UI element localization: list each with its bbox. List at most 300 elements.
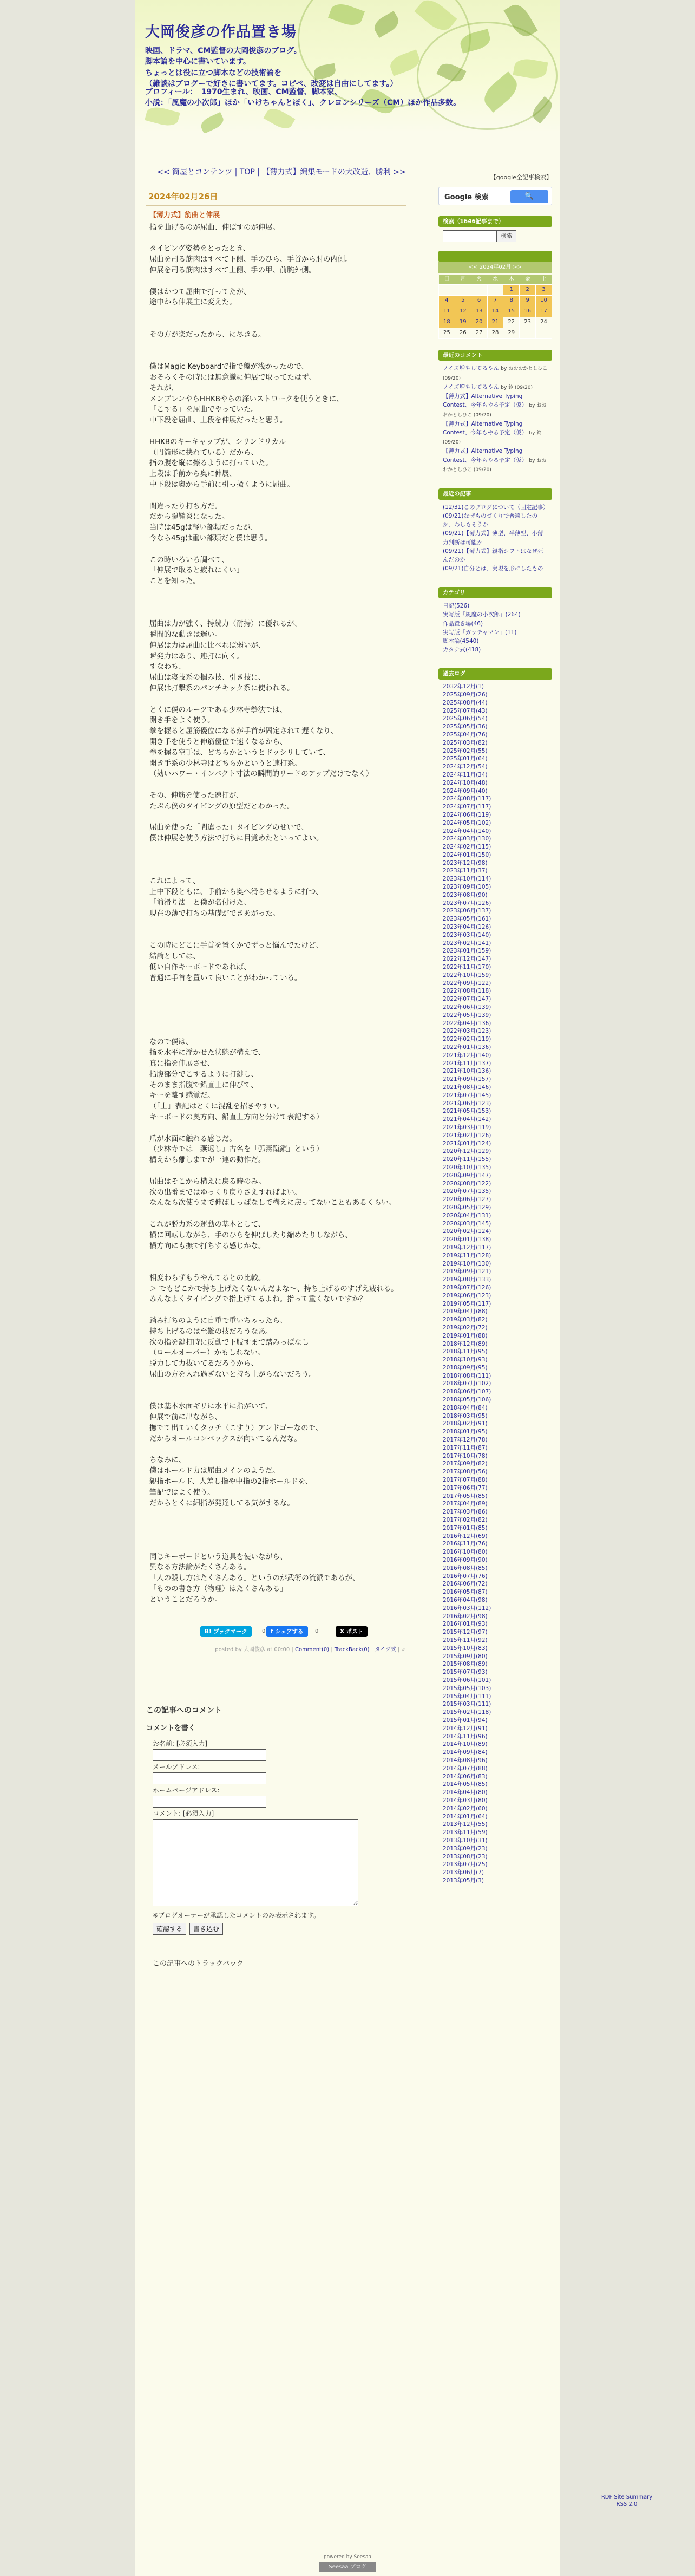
calendar-day-link[interactable]: 17 xyxy=(540,308,547,315)
archive-link[interactable]: 2018年06月(107) xyxy=(443,1388,491,1395)
archive-link[interactable]: 2018年02月(91) xyxy=(443,1420,488,1427)
archive-link[interactable]: 2014年08月(96) xyxy=(443,1757,488,1764)
body-line xyxy=(149,1209,406,1219)
calendar-day-link[interactable]: 2 xyxy=(526,286,529,293)
body-line: 普通に手首を置いて良いことがわかっている。 xyxy=(149,974,302,982)
archive-link[interactable]: 2019年08月(133) xyxy=(443,1276,491,1283)
calendar-day xyxy=(487,284,503,295)
archive-link[interactable]: 2021年10月(136) xyxy=(443,1068,491,1075)
calendar-day[interactable] xyxy=(536,306,552,317)
submit-button[interactable]: 書き込む xyxy=(189,1923,223,1935)
comments-heading: この記事へのコメント xyxy=(146,1706,222,1715)
archive-link[interactable]: 2020年11月(155) xyxy=(443,1156,491,1163)
archive-link[interactable]: 2018年01月(95) xyxy=(443,1429,488,1436)
calendar-day[interactable] xyxy=(520,284,536,295)
archive-link[interactable]: 2017年10月(78) xyxy=(443,1452,488,1459)
archive-link[interactable]: 2014年09月(84) xyxy=(443,1749,488,1756)
body-line: 爪が水面に触れる感じだ。 xyxy=(149,1134,237,1143)
share-icon[interactable]: ⇗ xyxy=(401,1646,406,1653)
body-line xyxy=(149,1166,406,1177)
archive-link[interactable]: 2032年12月(1) xyxy=(443,683,484,690)
calendar-day-header: 木 xyxy=(503,275,520,284)
archive-link[interactable]: 2024年09月(40) xyxy=(443,787,488,794)
archive-link[interactable]: 2020年09月(147) xyxy=(443,1172,491,1179)
calendar-day-link[interactable]: 3 xyxy=(542,286,546,293)
archive-link[interactable]: 2016年02月(98) xyxy=(443,1613,488,1620)
rss2-link[interactable]: RSS 2.0 xyxy=(616,2501,638,2507)
comment-textarea[interactable] xyxy=(153,1819,358,1906)
archive-link[interactable]: 2024年06月(119) xyxy=(443,811,491,818)
archive-link[interactable]: 2023年08月(90) xyxy=(443,891,488,898)
body-line xyxy=(149,855,406,866)
prev-entry-link[interactable]: << 筒屋とコンテンツ xyxy=(157,168,233,177)
archive-link[interactable]: 2014年03月(80) xyxy=(443,1797,488,1804)
calendar-day[interactable] xyxy=(503,284,520,295)
recent-comment-meta: by おおおかとしひこ (09/20) xyxy=(443,403,547,418)
archive-link[interactable]: 2021年12月(140) xyxy=(443,1052,491,1059)
body-line: 「こする」を屈曲でやっていた。 xyxy=(149,406,258,414)
archive-link[interactable]: 2021年04月(142) xyxy=(443,1116,491,1123)
archive-link[interactable]: 2014年11月(96) xyxy=(443,1733,488,1740)
calendar-day-link[interactable]: 10 xyxy=(540,297,547,304)
archive-link[interactable]: 2016年06月(72) xyxy=(443,1581,488,1588)
profile-line: プロフィール： 1970生まれ、映画、CM監督、脚本家、 xyxy=(145,88,342,96)
archive-link[interactable]: 2015年02月(118) xyxy=(443,1709,491,1716)
recent-comment-item xyxy=(443,364,548,382)
archive-link[interactable]: 2024年03月(130) xyxy=(443,836,491,843)
archive-link[interactable]: 2013年09月(23) xyxy=(443,1845,488,1852)
site-title-link[interactable]: 大岡俊彦の作品置き場 xyxy=(145,24,297,41)
archive-link[interactable]: 2016年08月(85) xyxy=(443,1564,488,1571)
calendar-day[interactable] xyxy=(439,306,455,317)
archive-link[interactable]: 2016年07月(76) xyxy=(443,1573,488,1580)
archive-link[interactable]: 2018年10月(93) xyxy=(443,1357,488,1364)
archive-link[interactable]: 2019年04月(88) xyxy=(443,1308,488,1315)
archive-link[interactable]: 2022年06月(139) xyxy=(443,1004,491,1011)
archive-link[interactable]: 2013年06月(7) xyxy=(443,1869,484,1876)
calendar-day-link[interactable]: 12 xyxy=(459,308,467,315)
archive-link[interactable]: 2024年02月(115) xyxy=(443,844,491,851)
footer-separator: | xyxy=(398,1646,400,1653)
calendar-day[interactable] xyxy=(471,306,487,317)
category-link[interactable]: タイグ式 xyxy=(375,1646,396,1653)
recent-comment-link[interactable]: 【薄力式】Alternative Typing Contest、今年もやる予定（仮） xyxy=(443,448,528,464)
facebook-share-button[interactable]: f シェアする xyxy=(266,1626,308,1637)
archive-link[interactable]: 2024年11月(34) xyxy=(443,771,488,778)
archive-link[interactable]: 2018年05月(106) xyxy=(443,1397,491,1404)
calendar-day[interactable] xyxy=(487,295,503,306)
archive-link[interactable]: 2025年08月(44) xyxy=(443,699,488,706)
archive-link[interactable]: 2022年02月(119) xyxy=(443,1036,491,1043)
archive-link[interactable]: 2016年05月(87) xyxy=(443,1589,488,1596)
trackback-link[interactable]: TrackBack(0) xyxy=(334,1646,370,1653)
archive-link[interactable]: 2016年01月(93) xyxy=(443,1621,488,1628)
archive-link[interactable]: 2021年11月(137) xyxy=(443,1060,491,1067)
calendar-day[interactable] xyxy=(471,295,487,306)
calendar-day[interactable] xyxy=(487,317,503,328)
recent-post-link[interactable]: (12/31)このブログについて（固定記事） xyxy=(443,504,549,511)
category-link[interactable]: 作品置き場(46) xyxy=(443,620,483,627)
confirm-button[interactable]: 確認する xyxy=(153,1923,186,1935)
archive-link[interactable]: 2014年10月(89) xyxy=(443,1741,488,1748)
recent-post-link[interactable]: (09/21)自分とは、実現を形にしたもの xyxy=(443,565,543,572)
archive-link[interactable]: 2019年02月(72) xyxy=(443,1324,488,1331)
archive-link[interactable]: 2015年04月(111) xyxy=(443,1693,491,1700)
archive-link[interactable]: 2022年03月(123) xyxy=(443,1028,491,1035)
recent-post-link[interactable]: (09/21)【薄力式】薄型、半薄型、小薄力判断は可能か xyxy=(443,530,543,546)
body-line xyxy=(149,1541,406,1552)
archive-link[interactable]: 2016年04月(98) xyxy=(443,1597,488,1603)
archive-link[interactable]: 2020年01月(138) xyxy=(443,1236,491,1243)
archive-link[interactable]: 2017年11月(87) xyxy=(443,1444,488,1451)
body-line: 指の腹を縦に擦るように打っていた。 xyxy=(149,459,273,468)
calendar-day-link[interactable]: 20 xyxy=(475,319,483,325)
calendar-day[interactable] xyxy=(439,295,455,306)
archive-link[interactable]: 2020年07月(135) xyxy=(443,1188,491,1195)
archive-link[interactable]: 2021年06月(123) xyxy=(443,1100,491,1107)
archive-link[interactable]: 2023年03月(140) xyxy=(443,931,491,938)
archive-link[interactable]: 2019年05月(117) xyxy=(443,1300,491,1307)
top-link[interactable]: TOP xyxy=(239,168,255,177)
calendar-day[interactable] xyxy=(536,295,552,306)
archive-link[interactable]: 2015年12月(97) xyxy=(443,1629,488,1636)
archive-link[interactable]: 2023年12月(98) xyxy=(443,859,488,866)
archive-link[interactable]: 2023年06月(137) xyxy=(443,908,491,915)
body-line: 間違ったり打ち方だ。 xyxy=(149,502,222,511)
body-line xyxy=(149,351,406,362)
archive-link[interactable]: 2017年03月(86) xyxy=(443,1509,488,1516)
calendar-day[interactable] xyxy=(455,306,471,317)
search-input[interactable] xyxy=(443,230,497,242)
archive-link[interactable]: 2019年01月(88) xyxy=(443,1332,488,1339)
site-search-title: 検索（1646記事まで） xyxy=(438,216,552,227)
archive-link[interactable]: 2017年07月(88) xyxy=(443,1477,488,1484)
archive-link[interactable]: 2013年10月(31) xyxy=(443,1837,488,1844)
recent-posts-list xyxy=(438,500,552,577)
x-post-button[interactable]: X ポスト xyxy=(336,1626,368,1637)
calendar-day[interactable] xyxy=(536,284,552,295)
archive-link[interactable]: 2019年07月(126) xyxy=(443,1284,491,1291)
archive-link[interactable]: 2025年03月(82) xyxy=(443,739,488,746)
search-button[interactable]: 検索 xyxy=(497,230,516,242)
archive-link[interactable]: 2024年10月(48) xyxy=(443,779,488,786)
calendar-day[interactable] xyxy=(520,295,536,306)
calendar-day[interactable] xyxy=(503,306,520,317)
site-description xyxy=(145,45,475,89)
archive-link[interactable]: 2020年03月(145) xyxy=(443,1220,491,1227)
archive-link[interactable]: 2023年07月(126) xyxy=(443,899,491,907)
archive-link[interactable]: 2025年07月(43) xyxy=(443,707,488,714)
archive-link[interactable]: 2023年10月(114) xyxy=(443,876,491,883)
archive-link[interactable]: 2021年03月(119) xyxy=(443,1124,491,1131)
calendar-day-link[interactable]: 14 xyxy=(491,308,499,315)
calendar-day[interactable] xyxy=(471,317,487,328)
category-link[interactable]: 実写版「風魔の小次郎」(264) xyxy=(443,611,521,618)
comment-form-heading: コメントを書く xyxy=(146,1724,196,1732)
recent-comment-link[interactable]: ノイズ増やしてるやん xyxy=(443,383,499,390)
body-line: 瞬間的な動きは遅い。 xyxy=(149,631,222,640)
archive-link[interactable]: 2022年08月(118) xyxy=(443,988,491,995)
archive-link[interactable]: 2013年08月(23) xyxy=(443,1853,488,1860)
body-line xyxy=(149,1445,406,1456)
archive-link[interactable]: 2017年01月(85) xyxy=(443,1524,488,1531)
archive-link[interactable]: 2020年06月(127) xyxy=(443,1196,491,1203)
comments-link[interactable]: Comment(0) xyxy=(294,1646,330,1653)
archive-link[interactable]: 2025年04月(76) xyxy=(443,731,488,738)
calendar-day-link[interactable]: 13 xyxy=(475,308,483,315)
calendar-day-link[interactable]: 15 xyxy=(508,308,515,315)
archive-link[interactable]: 2022年10月(159) xyxy=(443,971,491,979)
archive-link[interactable]: 2017年02月(82) xyxy=(443,1517,488,1524)
footer-separator: | xyxy=(371,1646,373,1653)
body-line xyxy=(149,276,406,287)
archive-link[interactable]: 2024年07月(117) xyxy=(443,804,491,811)
comment-note: ※ブログオーナーが承認したコメントのみ表示されます。 xyxy=(153,1911,320,1919)
calendar-caption[interactable]: << 2024年02月 >> xyxy=(438,262,552,273)
archive-link[interactable]: 2017年09月(82) xyxy=(443,1460,488,1468)
archive-link[interactable]: 2020年05月(129) xyxy=(443,1204,491,1211)
archive-link[interactable]: 2018年07月(102) xyxy=(443,1380,491,1387)
seesaa-badge[interactable]: Seesaa ブログ xyxy=(319,2562,376,2572)
archive-link[interactable]: 2013年11月(59) xyxy=(443,1829,488,1836)
archive-link[interactable]: 2015年08月(89) xyxy=(443,1661,488,1668)
body-line: なんなら次使うまで伸ばしっぱなしで構えに戻ってないこともあるくらい。 xyxy=(149,1199,396,1208)
archive-link[interactable]: 2015年09月(80) xyxy=(443,1653,488,1660)
description-line: 脚本論を中心に書いています。 xyxy=(145,57,251,67)
homepage-field[interactable] xyxy=(153,1796,266,1808)
archive-link[interactable]: 2021年02月(126) xyxy=(443,1132,491,1139)
archive-link[interactable]: 2023年01月(159) xyxy=(443,948,491,955)
archive-link[interactable]: 2023年02月(141) xyxy=(443,940,491,947)
body-line: （「上」表記はとくに混乱を招きやすい。 xyxy=(149,1103,284,1111)
archive-link[interactable]: 2019年09月(121) xyxy=(443,1268,491,1275)
archive-link[interactable]: 2015年11月(92) xyxy=(443,1636,488,1644)
calendar-day xyxy=(439,284,455,295)
categories-title: カテゴリ xyxy=(438,587,552,598)
archive-link[interactable]: 2014年05月(85) xyxy=(443,1781,488,1788)
archive-link[interactable]: 2021年08月(146) xyxy=(443,1084,491,1091)
next-entry-link[interactable]: 【薄力式】編集モードの大改造、勝利 >> xyxy=(262,168,406,177)
body-line xyxy=(149,1380,406,1391)
archive-link[interactable]: 2023年04月(126) xyxy=(443,924,491,931)
archive-link[interactable]: 2019年11月(128) xyxy=(443,1252,491,1259)
category-link[interactable]: 日記(526) xyxy=(443,603,470,610)
calendar-day[interactable] xyxy=(455,295,471,306)
archive-link[interactable]: 2023年09月(105) xyxy=(443,884,491,891)
archive-link[interactable]: 2022年12月(147) xyxy=(443,956,491,963)
archive-link[interactable]: 2013年07月(25) xyxy=(443,1861,488,1868)
calendar-day-link[interactable]: 21 xyxy=(491,319,499,325)
calendar-day-link[interactable]: 6 xyxy=(477,297,481,304)
archive-link[interactable]: 2019年10月(130) xyxy=(443,1260,491,1267)
archive-link[interactable]: 2014年02月(60) xyxy=(443,1805,488,1812)
archive-link[interactable]: 2015年10月(83) xyxy=(443,1645,488,1652)
body-line: 指を水平に浮かせた状態が構えで、 xyxy=(149,1049,265,1058)
description-line: （雑談はブログーで好きに書いてます。コピペ、改変は自由にしてます。） xyxy=(145,79,398,88)
category-link[interactable]: 脚本論(4540) xyxy=(443,637,479,644)
archive-link[interactable]: 2015年01月(94) xyxy=(443,1717,488,1724)
calendar-day-link[interactable]: 5 xyxy=(461,297,465,304)
body-line xyxy=(149,426,406,437)
archive-link[interactable]: 2016年09月(90) xyxy=(443,1557,488,1564)
recent-post-link[interactable]: (09/21)【薄力式】親指シフトはなぜ死んだのか xyxy=(443,547,543,563)
calendar-day[interactable] xyxy=(487,306,503,317)
archive-link[interactable]: 2013年12月(55) xyxy=(443,1821,488,1828)
archive-link[interactable]: 2016年03月(112) xyxy=(443,1605,491,1612)
recent-comments-list xyxy=(438,361,552,477)
email-field[interactable] xyxy=(153,1772,266,1784)
archive-link[interactable]: 2020年12月(129) xyxy=(443,1148,491,1155)
archive-link[interactable]: 2015年07月(93) xyxy=(443,1669,488,1676)
archive-link[interactable]: 2021年07月(145) xyxy=(443,1092,491,1099)
body-line: たぶん僕のタイピングの原型だとわかった。 xyxy=(149,802,294,811)
archive-link[interactable]: 2016年12月(69) xyxy=(443,1532,488,1540)
body-line: 撫でて出ていくタッチ（こすり）アンドゴーなので、 xyxy=(149,1424,323,1433)
archive-link[interactable]: 2021年01月(124) xyxy=(443,1140,491,1147)
calendar-day[interactable] xyxy=(503,295,520,306)
calendar-day[interactable] xyxy=(520,306,536,317)
archive-link[interactable]: 2017年08月(56) xyxy=(443,1469,488,1476)
calendar-day-link[interactable]: 8 xyxy=(509,297,513,304)
body-line xyxy=(149,1391,406,1402)
powered-by-text: powered by Seesaa xyxy=(323,2554,372,2560)
recent-comment-link[interactable]: ノイズ増やしてるやん xyxy=(443,365,499,372)
archive-link[interactable]: 2021年09月(157) xyxy=(443,1076,491,1083)
archive-link[interactable]: 2024年04月(140) xyxy=(443,827,491,834)
archive-link[interactable]: 2022年05月(139) xyxy=(443,1012,491,1019)
archive-link[interactable]: 2014年12月(91) xyxy=(443,1725,488,1732)
body-line xyxy=(149,598,406,609)
recent-comment-link[interactable]: 【薄力式】Alternative Typing Contest、今年もやる予定（仮） xyxy=(443,393,528,409)
calendar-day-header: 水 xyxy=(487,275,503,284)
recent-post-link[interactable]: (09/21)なぜものづくりで普遍したのか、わしもそうか xyxy=(443,512,537,529)
archive-link[interactable]: 2014年07月(88) xyxy=(443,1765,488,1772)
archive-link[interactable]: 2019年12月(117) xyxy=(443,1244,491,1251)
site-header xyxy=(135,0,560,133)
body-line xyxy=(149,694,406,705)
archive-link[interactable]: 2024年08月(117) xyxy=(443,795,491,803)
archive-link[interactable]: 2020年10月(135) xyxy=(443,1164,491,1171)
calendar-day-link[interactable]: 11 xyxy=(443,308,450,315)
calendar-day[interactable] xyxy=(455,317,471,328)
archive-link[interactable]: 2025年01月(64) xyxy=(443,755,488,762)
calendar-day: 27 xyxy=(471,328,487,338)
body-line xyxy=(149,983,406,994)
categories-list xyxy=(438,598,552,657)
archive-link[interactable]: 2018年09月(95) xyxy=(443,1364,488,1371)
calendar-day-header: 土 xyxy=(536,275,552,284)
calendar-day-link[interactable]: 7 xyxy=(493,297,497,304)
archive-link[interactable]: 2022年04月(136) xyxy=(443,1020,491,1027)
body-line: 当時は45gは軽い部類だったが、 xyxy=(149,524,258,532)
calendar-day-link[interactable]: 16 xyxy=(524,308,531,315)
calendar-day-link[interactable]: 1 xyxy=(509,286,513,293)
archive-link[interactable]: 2017年05月(85) xyxy=(443,1492,488,1499)
body-line: その、伸筋を使った速打が、 xyxy=(149,792,244,800)
archive-link[interactable]: 2014年01月(64) xyxy=(443,1813,488,1820)
body-line xyxy=(149,608,406,619)
archive-link[interactable]: 2018年11月(95) xyxy=(443,1348,488,1355)
calendar-day-link[interactable]: 18 xyxy=(443,319,450,325)
archive-link[interactable]: 2018年04月(84) xyxy=(443,1404,488,1411)
calendar-day[interactable] xyxy=(439,317,455,328)
archive-link[interactable]: 2024年05月(102) xyxy=(443,819,491,826)
calendar-day: 26 xyxy=(455,328,471,338)
archive-link[interactable]: 2013年05月(3) xyxy=(443,1877,484,1884)
comments-section xyxy=(146,1705,406,1935)
body-line: タイピング姿勢をとったとき、 xyxy=(149,245,251,253)
calendar-day-link[interactable]: 4 xyxy=(445,297,449,304)
calendar-day xyxy=(520,328,536,338)
category-link[interactable]: カタナ式(418) xyxy=(443,647,481,654)
rdf-link[interactable]: RDF Site Summary xyxy=(601,2494,653,2500)
archive-link[interactable]: 2018年12月(89) xyxy=(443,1340,488,1347)
archive-link[interactable]: 2022年09月(122) xyxy=(443,980,491,987)
rss-links xyxy=(600,2494,654,2508)
search-icon[interactable]: 🔍 xyxy=(510,190,548,203)
archive-link[interactable]: 2018年03月(95) xyxy=(443,1412,488,1419)
google-search-box[interactable] xyxy=(438,187,552,205)
recent-comment-meta: by おおおかとしひこ (09/20) xyxy=(443,366,548,381)
hatena-bookmark-button[interactable]: B! ブックマーク xyxy=(200,1626,252,1637)
archive-link[interactable]: 2016年11月(76) xyxy=(443,1541,488,1548)
archive-link[interactable]: 2021年05月(153) xyxy=(443,1108,491,1115)
archive-link[interactable]: 2022年01月(136) xyxy=(443,1044,491,1051)
archives-title: 過去ログ xyxy=(438,668,552,680)
archive-link[interactable]: 2014年06月(83) xyxy=(443,1773,488,1780)
archive-link[interactable]: 2017年04月(89) xyxy=(443,1501,488,1508)
archive-link[interactable]: 2017年12月(78) xyxy=(443,1437,488,1444)
archive-link[interactable]: 2023年05月(161) xyxy=(443,916,491,923)
archive-link[interactable]: 2025年02月(55) xyxy=(443,747,488,754)
archive-link[interactable]: 2020年02月(124) xyxy=(443,1228,491,1235)
archive-link[interactable]: 2015年06月(101) xyxy=(443,1677,491,1684)
archive-link[interactable]: 2014年04月(80) xyxy=(443,1789,488,1796)
body-line xyxy=(149,544,406,555)
archive-link[interactable]: 2022年11月(170) xyxy=(443,964,491,971)
archive-link[interactable]: 2020年04月(131) xyxy=(443,1212,491,1219)
body-line: 屈曲は寝技系の掴み技、引き技に、 xyxy=(149,674,266,682)
name-field[interactable] xyxy=(153,1749,266,1761)
archive-link[interactable]: 2016年10月(80) xyxy=(443,1549,488,1556)
archive-link[interactable]: 2015年05月(103) xyxy=(443,1685,491,1692)
archive-link[interactable]: 2018年08月(111) xyxy=(443,1372,491,1379)
profile-line: 小説：「風魔の小次郎」ほか「いけちゃんとぼく」、クレヨンシリーズ（CM）ほか作品多数。 xyxy=(145,99,461,108)
archive-link[interactable]: 2025年09月(26) xyxy=(443,691,488,698)
body-line xyxy=(149,1509,406,1519)
archive-link[interactable]: 2025年06月(54) xyxy=(443,715,488,722)
body-line: 次の出番まではゆっくり戻りさえすればよい。 xyxy=(149,1188,302,1197)
recent-comment-link[interactable]: 【薄力式】Alternative Typing Contest、今年もやる予定（仮） xyxy=(443,420,528,436)
archive-link[interactable]: 2019年03月(82) xyxy=(443,1316,488,1323)
entry-body xyxy=(149,223,406,1606)
archive-link[interactable]: 2024年12月(54) xyxy=(443,764,488,771)
archive-link[interactable]: 2019年06月(123) xyxy=(443,1292,491,1299)
archive-link[interactable]: 2025年05月(36) xyxy=(443,723,488,731)
archive-link[interactable]: 2017年06月(77) xyxy=(443,1484,488,1491)
category-link[interactable]: 実写版「ガッチャマン」(11) xyxy=(443,629,517,636)
body-line: 屈曲はそこから構えに戻る時のみ。 xyxy=(149,1177,266,1186)
archive-link[interactable]: 2024年01月(150) xyxy=(443,851,491,858)
archive-link[interactable]: 2022年07月(147) xyxy=(443,996,491,1003)
archive-link[interactable]: 2015年03月(111) xyxy=(443,1701,491,1708)
body-line: 指を曲げるのが屈曲、伸ばすのが伸展。 xyxy=(149,223,280,232)
archive-link[interactable]: 2023年11月(37) xyxy=(443,868,488,875)
calendar-day-link[interactable]: 19 xyxy=(459,319,467,325)
calendar-day-link[interactable]: 9 xyxy=(526,297,529,304)
archive-link[interactable]: 2020年08月(122) xyxy=(443,1180,491,1187)
body-line: ちなみに、 xyxy=(149,1456,186,1465)
